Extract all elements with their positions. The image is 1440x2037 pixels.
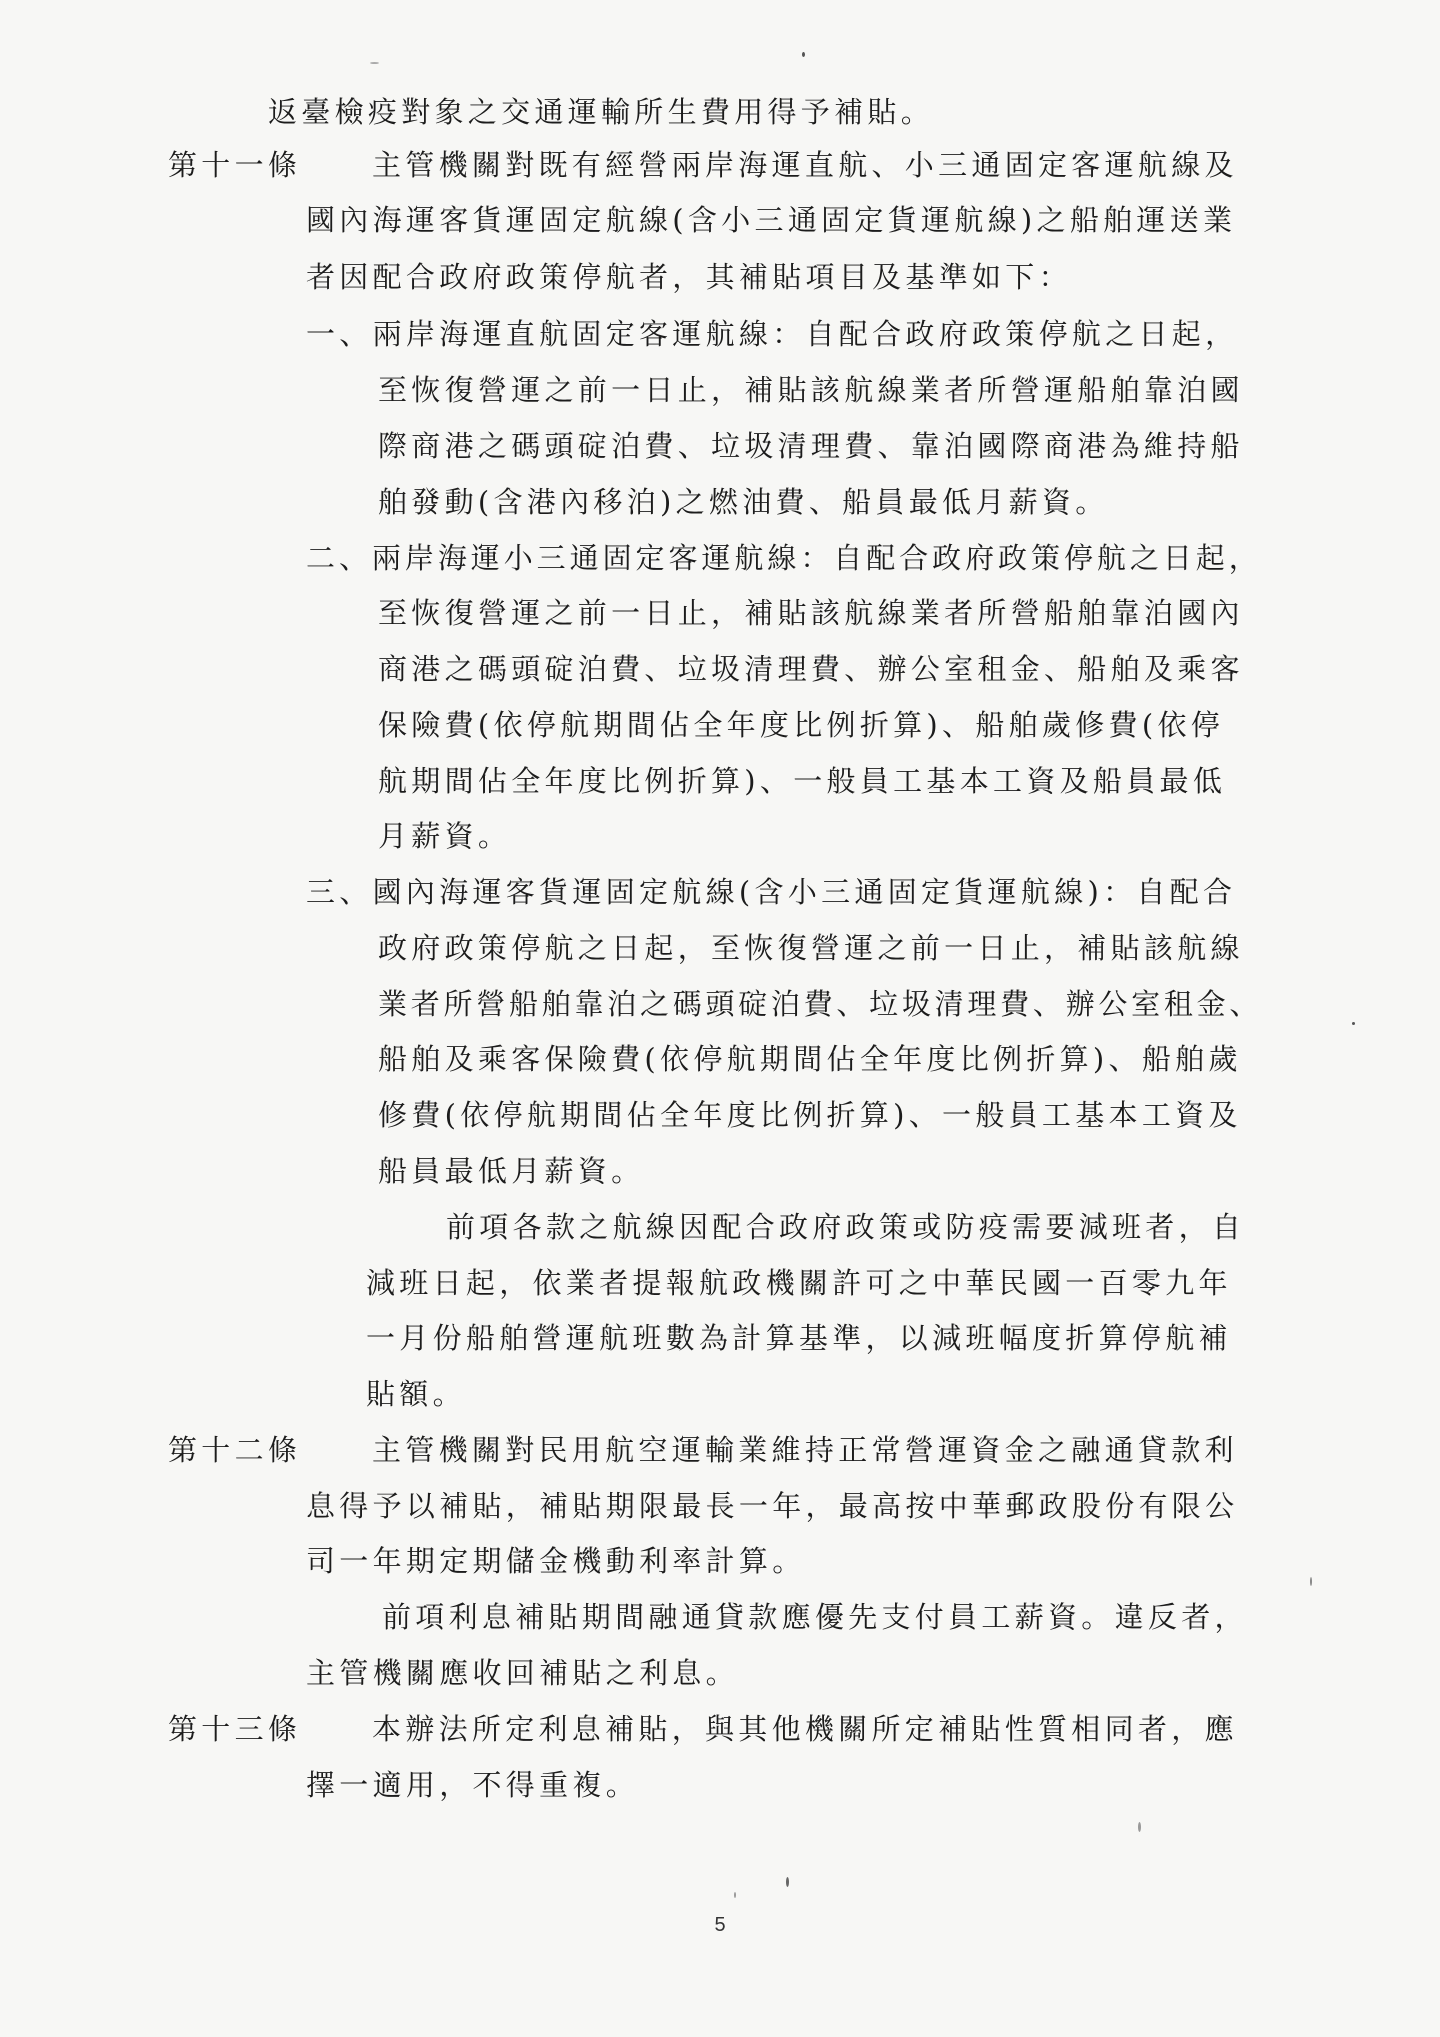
article-12-label: 第十二條: [168, 1433, 302, 1467]
line-12: 保險費(依停航期間佔全年度比例折算)、船舶歲修費(依停: [378, 708, 1225, 742]
line-22: 減班日起，依業者提報航政機關許可之中華民國一百零九年: [366, 1266, 1232, 1300]
scan-speck: [786, 1877, 789, 1887]
line-05: 一、兩岸海運直航固定客運航線：自配合政府政策停航之日起，: [306, 317, 1239, 351]
line-19: 修費(依停航期間佔全年度比例折算)、一般員工基本工資及: [378, 1098, 1242, 1132]
line-10: 至恢復營運之前一日止，補貼該航線業者所營船舶靠泊國內: [378, 596, 1244, 630]
line-01: 返臺檢疫對象之交通運輸所生費用得予補貼。: [268, 95, 935, 129]
scan-speck: [734, 1892, 736, 1898]
line-30: 本辦法所定利息補貼，與其他機關所定補貼性質相同者，應: [372, 1712, 1238, 1746]
scan-speck: [1310, 1577, 1312, 1586]
line-03: 國內海運客貨運固定航線(含小三通固定貨運航線)之船舶運送業: [306, 203, 1237, 237]
scan-speck: [1352, 1022, 1355, 1025]
line-31: 擇一適用，不得重複。: [306, 1768, 640, 1802]
line-02: 主管機關對既有經營兩岸海運直航、小三通固定客運航線及: [372, 148, 1238, 182]
page-number: 5: [714, 1914, 726, 1936]
line-17: 業者所營船舶靠泊之碼頭碇泊費、垃圾清理費、辦公室租金、: [378, 987, 1263, 1021]
line-15: 三、國內海運客貨運固定航線(含小三通固定貨運航線)：自配合: [306, 875, 1237, 909]
line-08: 舶發動(含港內移泊)之燃油費、船員最低月薪資。: [378, 485, 1109, 519]
line-25: 主管機關對民用航空運輸業維持正常營運資金之融通貸款利: [372, 1433, 1238, 1467]
line-28: 前項利息補貼期間融通貸款應優先支付員工薪資。違反者，: [382, 1600, 1248, 1634]
line-18: 船舶及乘客保險費(依停航期間佔全年度比例折算)、船舶歲: [378, 1042, 1242, 1076]
scan-speck: [802, 52, 805, 57]
line-06: 至恢復營運之前一日止，補貼該航線業者所營運船舶靠泊國: [378, 373, 1244, 407]
line-27: 司一年期定期儲金機動利率計算。: [306, 1544, 806, 1578]
line-20: 船員最低月薪資。: [378, 1154, 645, 1188]
line-26: 息得予以補貼，補貼期限最長一年，最高按中華郵政股份有限公: [306, 1489, 1239, 1523]
line-13: 航期間佔全年度比例折算)、一般員工基本工資及船員最低: [378, 764, 1227, 798]
line-23: 一月份船舶營運航班數為計算基準，以減班幅度折算停航補: [366, 1321, 1232, 1355]
line-21: 前項各款之航線因配合政府政策或防疫需要減班者，自: [446, 1210, 1246, 1244]
scan-speck: [370, 62, 379, 64]
scan-speck: [1138, 1822, 1141, 1832]
line-09: 二、兩岸海運小三通固定客運航線：自配合政府政策停航之日起，: [306, 541, 1262, 575]
article-11-label: 第十一條: [168, 148, 302, 182]
line-07: 際商港之碼頭碇泊費、垃圾清理費、靠泊國際商港為維持船: [378, 429, 1244, 463]
line-24: 貼額。: [366, 1377, 466, 1411]
line-16: 政府政策停航之日起，至恢復營運之前一日止，補貼該航線: [378, 931, 1244, 965]
line-11: 商港之碼頭碇泊費、垃圾清理費、辦公室租金、船舶及乘客: [378, 652, 1244, 686]
line-14: 月薪資。: [378, 819, 512, 853]
article-13-label: 第十三條: [168, 1712, 302, 1746]
line-29: 主管機關應收回補貼之利息。: [306, 1656, 739, 1690]
line-04: 者因配合政府政策停航者，其補貼項目及基準如下：: [306, 260, 1072, 294]
